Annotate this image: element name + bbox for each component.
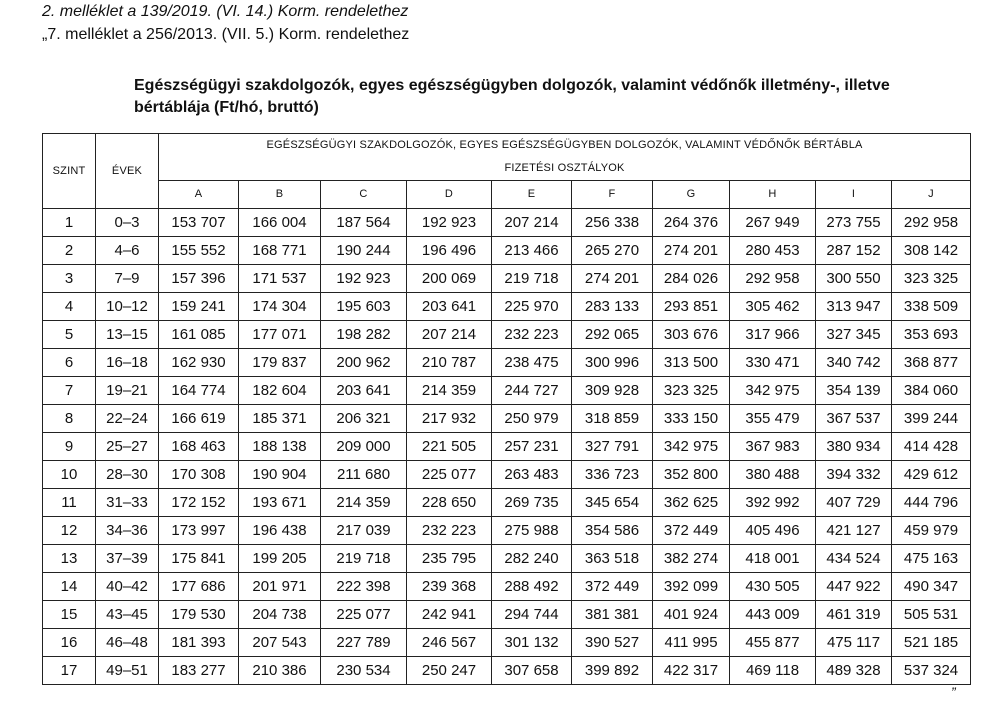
cell-salary: 207 214: [492, 209, 572, 237]
cell-salary: 368 877: [892, 349, 971, 377]
cell-szint: 16: [43, 629, 96, 657]
cell-salary: 195 603: [321, 293, 407, 321]
cell-evek: 43–45: [96, 601, 159, 629]
page-title: Egészségügyi szakdolgozók, egyes egészségügyben dolgozók, valamint védőnők illetmény-, illetve bértáblája (Ft/hó, bruttó): [134, 77, 890, 116]
cell-salary: 225 970: [492, 293, 572, 321]
cell-salary: 187 564: [321, 209, 407, 237]
header-span-subtitle: FIZETÉSI OSZTÁLYOK: [159, 157, 971, 180]
cell-salary: 411 995: [653, 629, 730, 657]
cell-salary: 394 332: [816, 461, 892, 489]
header-amended-annex: „7. melléklet a 256/2013. (VII. 5.) Korm. rendelethez: [42, 26, 410, 43]
cell-evek: 13–15: [96, 321, 159, 349]
cell-salary: 227 789: [321, 629, 407, 657]
cell-salary: 399 892: [572, 657, 653, 685]
cell-salary: 292 958: [892, 209, 971, 237]
table-row: [43, 461, 971, 489]
cell-salary: 170 308: [159, 461, 239, 489]
cell-salary: 168 463: [159, 433, 239, 461]
cell-salary: 193 671: [239, 489, 321, 517]
cell-salary: 230 534: [321, 657, 407, 685]
cell-salary: 203 641: [321, 377, 407, 405]
cell-evek: 40–42: [96, 573, 159, 601]
cell-salary: 174 304: [239, 293, 321, 321]
cell-salary: 235 795: [407, 545, 492, 573]
cell-evek: 7–9: [96, 265, 159, 293]
cell-salary: 250 979: [492, 405, 572, 433]
cell-salary: 380 934: [816, 433, 892, 461]
cell-salary: 192 923: [321, 265, 407, 293]
cell-salary: 232 223: [492, 321, 572, 349]
cell-salary: 256 338: [572, 209, 653, 237]
cell-salary: 211 680: [321, 461, 407, 489]
cell-salary: 183 277: [159, 657, 239, 685]
cell-salary: 309 928: [572, 377, 653, 405]
salary-table: [42, 133, 971, 685]
cell-evek: 28–30: [96, 461, 159, 489]
cell-salary: 199 205: [239, 545, 321, 573]
cell-salary: 246 567: [407, 629, 492, 657]
cell-salary: 204 738: [239, 601, 321, 629]
cell-salary: 219 718: [492, 265, 572, 293]
cell-salary: 303 676: [653, 321, 730, 349]
cell-salary: 179 837: [239, 349, 321, 377]
cell-salary: 384 060: [892, 377, 971, 405]
cell-salary: 443 009: [730, 601, 816, 629]
cell-salary: 367 983: [730, 433, 816, 461]
cell-salary: 342 975: [653, 433, 730, 461]
cell-salary: 207 214: [407, 321, 492, 349]
cell-salary: 217 932: [407, 405, 492, 433]
cell-salary: 274 201: [572, 265, 653, 293]
cell-salary: 207 543: [239, 629, 321, 657]
cell-salary: 422 317: [653, 657, 730, 685]
cell-salary: 173 997: [159, 517, 239, 545]
cell-salary: 200 069: [407, 265, 492, 293]
header-span-title: EGÉSZSÉGÜGYI SZAKDOLGOZÓK, EGYES EGÉSZSÉGÜGYBEN DOLGOZÓK, VALAMINT VÉDŐNŐK BÉRTÁBLA: [159, 134, 971, 157]
cell-salary: 313 500: [653, 349, 730, 377]
header-class-i: I: [816, 180, 892, 208]
cell-salary: 188 138: [239, 433, 321, 461]
cell-evek: 16–18: [96, 349, 159, 377]
table-row: [43, 433, 971, 461]
cell-salary: 157 396: [159, 265, 239, 293]
cell-salary: 200 962: [321, 349, 407, 377]
cell-salary: 429 612: [892, 461, 971, 489]
cell-salary: 301 132: [492, 629, 572, 657]
cell-evek: 0–3: [96, 209, 159, 237]
header-annex-reference: 2. melléklet a 139/2019. (VI. 14.) Korm. rendelethez: [42, 3, 409, 20]
cell-salary: 390 527: [572, 629, 653, 657]
closing-quote: ”: [951, 684, 956, 700]
cell-salary: 418 001: [730, 545, 816, 573]
cell-salary: 264 376: [653, 209, 730, 237]
table-row: [43, 657, 971, 685]
cell-salary: 168 771: [239, 237, 321, 265]
cell-salary: 353 693: [892, 321, 971, 349]
cell-salary: 175 841: [159, 545, 239, 573]
table-row: [43, 573, 971, 601]
cell-salary: 407 729: [816, 489, 892, 517]
cell-salary: 190 244: [321, 237, 407, 265]
cell-szint: 7: [43, 377, 96, 405]
cell-szint: 1: [43, 209, 96, 237]
cell-salary: 444 796: [892, 489, 971, 517]
cell-salary: 217 039: [321, 517, 407, 545]
cell-salary: 192 923: [407, 209, 492, 237]
header-evek: ÉVEK: [96, 134, 159, 209]
cell-salary: 288 492: [492, 573, 572, 601]
cell-salary: 238 475: [492, 349, 572, 377]
cell-salary: 239 368: [407, 573, 492, 601]
header-class-f: F: [572, 180, 653, 208]
cell-salary: 257 231: [492, 433, 572, 461]
cell-salary: 201 971: [239, 573, 321, 601]
table-row: [43, 629, 971, 657]
cell-salary: 225 077: [321, 601, 407, 629]
cell-salary: 213 466: [492, 237, 572, 265]
cell-salary: 392 992: [730, 489, 816, 517]
cell-salary: 305 462: [730, 293, 816, 321]
cell-salary: 242 941: [407, 601, 492, 629]
cell-salary: 250 247: [407, 657, 492, 685]
cell-salary: 414 428: [892, 433, 971, 461]
cell-salary: 155 552: [159, 237, 239, 265]
table-row: [43, 265, 971, 293]
cell-salary: 354 139: [816, 377, 892, 405]
cell-salary: 421 127: [816, 517, 892, 545]
cell-salary: 177 686: [159, 573, 239, 601]
header-szint: SZINT: [43, 134, 96, 209]
cell-salary: 372 449: [653, 517, 730, 545]
cell-salary: 342 975: [730, 377, 816, 405]
cell-salary: 171 537: [239, 265, 321, 293]
cell-salary: 196 438: [239, 517, 321, 545]
table-row: [43, 405, 971, 433]
cell-salary: 336 723: [572, 461, 653, 489]
cell-szint: 10: [43, 461, 96, 489]
cell-evek: 25–27: [96, 433, 159, 461]
cell-salary: 164 774: [159, 377, 239, 405]
cell-salary: 323 325: [892, 265, 971, 293]
header-class-g: G: [653, 180, 730, 208]
cell-salary: 354 586: [572, 517, 653, 545]
cell-salary: 222 398: [321, 573, 407, 601]
cell-szint: 4: [43, 293, 96, 321]
cell-salary: 475 117: [816, 629, 892, 657]
cell-salary: 282 240: [492, 545, 572, 573]
cell-salary: 214 359: [407, 377, 492, 405]
header-class-d: D: [407, 180, 492, 208]
cell-salary: 459 979: [892, 517, 971, 545]
cell-evek: 4–6: [96, 237, 159, 265]
cell-evek: 22–24: [96, 405, 159, 433]
cell-salary: 162 930: [159, 349, 239, 377]
cell-salary: 221 505: [407, 433, 492, 461]
cell-salary: 185 371: [239, 405, 321, 433]
cell-salary: 345 654: [572, 489, 653, 517]
cell-szint: 9: [43, 433, 96, 461]
cell-evek: 19–21: [96, 377, 159, 405]
header-class-j: J: [892, 180, 971, 208]
cell-szint: 6: [43, 349, 96, 377]
table-row: [43, 293, 971, 321]
cell-salary: 275 988: [492, 517, 572, 545]
cell-salary: 380 488: [730, 461, 816, 489]
cell-salary: 399 244: [892, 405, 971, 433]
cell-salary: 206 321: [321, 405, 407, 433]
cell-salary: 293 851: [653, 293, 730, 321]
cell-salary: 203 641: [407, 293, 492, 321]
cell-salary: 190 904: [239, 461, 321, 489]
cell-salary: 177 071: [239, 321, 321, 349]
cell-salary: 323 325: [653, 377, 730, 405]
cell-salary: 273 755: [816, 209, 892, 237]
cell-evek: 10–12: [96, 293, 159, 321]
table-row: [43, 489, 971, 517]
cell-salary: 317 966: [730, 321, 816, 349]
cell-salary: 313 947: [816, 293, 892, 321]
cell-salary: 469 118: [730, 657, 816, 685]
cell-salary: 490 347: [892, 573, 971, 601]
cell-evek: 46–48: [96, 629, 159, 657]
cell-szint: 3: [43, 265, 96, 293]
cell-evek: 37–39: [96, 545, 159, 573]
cell-salary: 430 505: [730, 573, 816, 601]
cell-szint: 2: [43, 237, 96, 265]
cell-salary: 292 958: [730, 265, 816, 293]
cell-salary: 209 000: [321, 433, 407, 461]
header-class-b: B: [239, 180, 321, 208]
table-row: [43, 601, 971, 629]
cell-salary: 489 328: [816, 657, 892, 685]
cell-szint: 14: [43, 573, 96, 601]
cell-salary: 367 537: [816, 405, 892, 433]
cell-salary: 179 530: [159, 601, 239, 629]
header-class-e: E: [492, 180, 572, 208]
cell-salary: 330 471: [730, 349, 816, 377]
table-row: [43, 209, 971, 237]
cell-salary: 333 150: [653, 405, 730, 433]
cell-szint: 13: [43, 545, 96, 573]
cell-salary: 214 359: [321, 489, 407, 517]
cell-salary: 475 163: [892, 545, 971, 573]
cell-salary: 161 085: [159, 321, 239, 349]
cell-salary: 283 133: [572, 293, 653, 321]
cell-salary: 265 270: [572, 237, 653, 265]
cell-evek: 49–51: [96, 657, 159, 685]
cell-salary: 434 524: [816, 545, 892, 573]
cell-salary: 210 386: [239, 657, 321, 685]
table-row: [43, 349, 971, 377]
cell-salary: 372 449: [572, 573, 653, 601]
cell-salary: 355 479: [730, 405, 816, 433]
cell-salary: 300 996: [572, 349, 653, 377]
cell-salary: 219 718: [321, 545, 407, 573]
cell-salary: 263 483: [492, 461, 572, 489]
cell-salary: 340 742: [816, 349, 892, 377]
cell-salary: 307 658: [492, 657, 572, 685]
cell-salary: 172 152: [159, 489, 239, 517]
cell-salary: 159 241: [159, 293, 239, 321]
cell-salary: 381 381: [572, 601, 653, 629]
cell-evek: 34–36: [96, 517, 159, 545]
cell-salary: 287 152: [816, 237, 892, 265]
cell-salary: 294 744: [492, 601, 572, 629]
cell-szint: 5: [43, 321, 96, 349]
cell-szint: 8: [43, 405, 96, 433]
cell-salary: 405 496: [730, 517, 816, 545]
cell-salary: 352 800: [653, 461, 730, 489]
cell-salary: 267 949: [730, 209, 816, 237]
cell-salary: 292 065: [572, 321, 653, 349]
cell-salary: 228 650: [407, 489, 492, 517]
cell-salary: 537 324: [892, 657, 971, 685]
cell-salary: 327 791: [572, 433, 653, 461]
table-row: [43, 321, 971, 349]
cell-salary: 461 319: [816, 601, 892, 629]
cell-szint: 11: [43, 489, 96, 517]
table-row: [43, 517, 971, 545]
cell-szint: 15: [43, 601, 96, 629]
cell-szint: 12: [43, 517, 96, 545]
cell-salary: 198 282: [321, 321, 407, 349]
cell-salary: 153 707: [159, 209, 239, 237]
header-class-h: H: [730, 180, 816, 208]
cell-salary: 280 453: [730, 237, 816, 265]
cell-salary: 232 223: [407, 517, 492, 545]
cell-evek: 31–33: [96, 489, 159, 517]
cell-salary: 166 619: [159, 405, 239, 433]
cell-salary: 338 509: [892, 293, 971, 321]
cell-salary: 269 735: [492, 489, 572, 517]
cell-salary: 166 004: [239, 209, 321, 237]
cell-salary: 210 787: [407, 349, 492, 377]
cell-salary: 284 026: [653, 265, 730, 293]
cell-salary: 455 877: [730, 629, 816, 657]
cell-salary: 181 393: [159, 629, 239, 657]
table-row: [43, 237, 971, 265]
cell-salary: 505 531: [892, 601, 971, 629]
cell-salary: 521 185: [892, 629, 971, 657]
cell-salary: 392 099: [653, 573, 730, 601]
cell-salary: 308 142: [892, 237, 971, 265]
cell-salary: 318 859: [572, 405, 653, 433]
cell-salary: 244 727: [492, 377, 572, 405]
cell-salary: 196 496: [407, 237, 492, 265]
header-class-a: A: [159, 180, 239, 208]
cell-salary: 182 604: [239, 377, 321, 405]
cell-salary: 382 274: [653, 545, 730, 573]
cell-szint: 17: [43, 657, 96, 685]
cell-salary: 327 345: [816, 321, 892, 349]
table-row: [43, 377, 971, 405]
cell-salary: 363 518: [572, 545, 653, 573]
table-row: [43, 545, 971, 573]
cell-salary: 225 077: [407, 461, 492, 489]
header-class-c: C: [321, 180, 407, 208]
cell-salary: 300 550: [816, 265, 892, 293]
cell-salary: 447 922: [816, 573, 892, 601]
cell-salary: 274 201: [653, 237, 730, 265]
cell-salary: 362 625: [653, 489, 730, 517]
cell-salary: 401 924: [653, 601, 730, 629]
